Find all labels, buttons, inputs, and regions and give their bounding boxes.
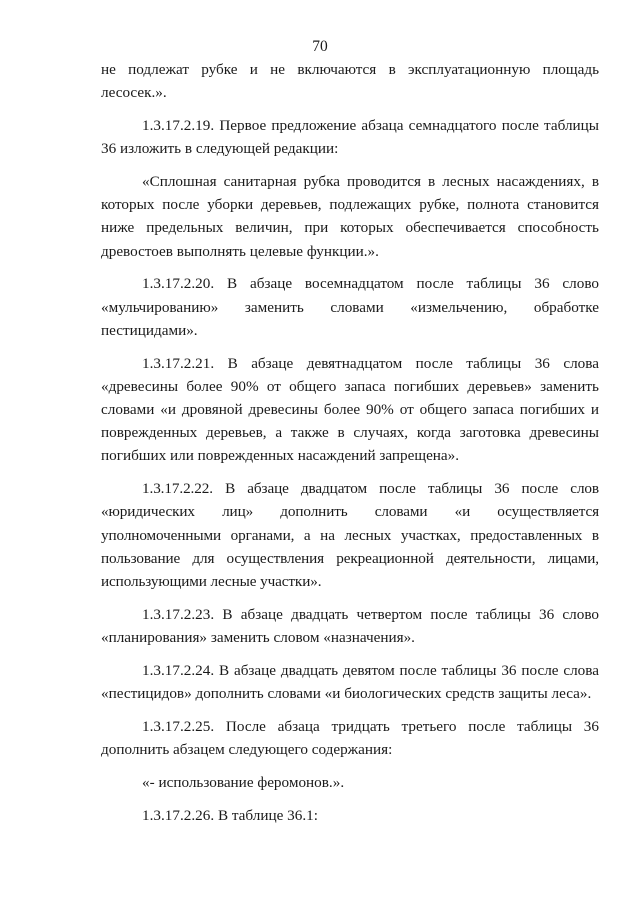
- page-number: 70: [312, 38, 328, 55]
- paragraph-item-22: 1.3.17.2.22. В абзаце двадцатом после таблицы 36 после слов «юридических лиц» дополнить словами «и осуществляется уполномоченными органами, а на лесных участках, предоставленных в пользование для осуществления рекреационной деятельности, лицами, использующими лесные участки».: [101, 480, 599, 591]
- paragraph-item-26: 1.3.17.2.26. В таблице 36.1:: [142, 806, 318, 824]
- paragraph-quote-sanitary-felling: «Сплошная санитарная рубка проводится в лесных насаждениях, в которых после уборки деревьев, подлежащих рубке, полнота становится ниже предельных величин, при которых обеспечивается способность древостоев выполнять целевые функции.».: [101, 173, 599, 260]
- paragraph-quote-pheromones: «- использование феромонов.».: [142, 773, 345, 791]
- document-body: [101, 58, 599, 836]
- paragraph-item-21: 1.3.17.2.21. В абзаце девятнадцатом после таблицы 36 слова «древесины более 90% от общего запаса погибших деревьев» заменить словами «и дровяной древесины более 90% от общего запаса погибших и поврежденных деревьев, а также в случаях, когда заготовка древесины погибших или поврежденных насаждений запрещена».: [101, 354, 599, 465]
- paragraph-item-23: 1.3.17.2.23. В абзаце двадцать четвертом после таблицы 36 слово «планирования» заменить словом «назначения».: [101, 605, 599, 647]
- paragraph-item-24: 1.3.17.2.24. В абзаце двадцать девятом после таблицы 36 после слова «пестицидов» дополнить словами «и биологических средств защиты леса».: [101, 661, 599, 703]
- paragraph-continuation: не подлежат рубке и не включаются в эксплуатационную площадь лесосек.».: [101, 61, 599, 102]
- paragraph-item-25: 1.3.17.2.25. После абзаца тридцать третьего после таблицы 36 дополнить абзацем следующего содержания:: [101, 717, 599, 759]
- paragraph-item-19: 1.3.17.2.19. Первое предложение абзаца семнадцатого после таблицы 36 изложить в следующей редакции:: [101, 117, 599, 158]
- paragraph-item-20: 1.3.17.2.20. В абзаце восемнадцатом после таблицы 36 слово «мульчированию» заменить словами «измельчению, обработке пестицидами».: [101, 275, 599, 339]
